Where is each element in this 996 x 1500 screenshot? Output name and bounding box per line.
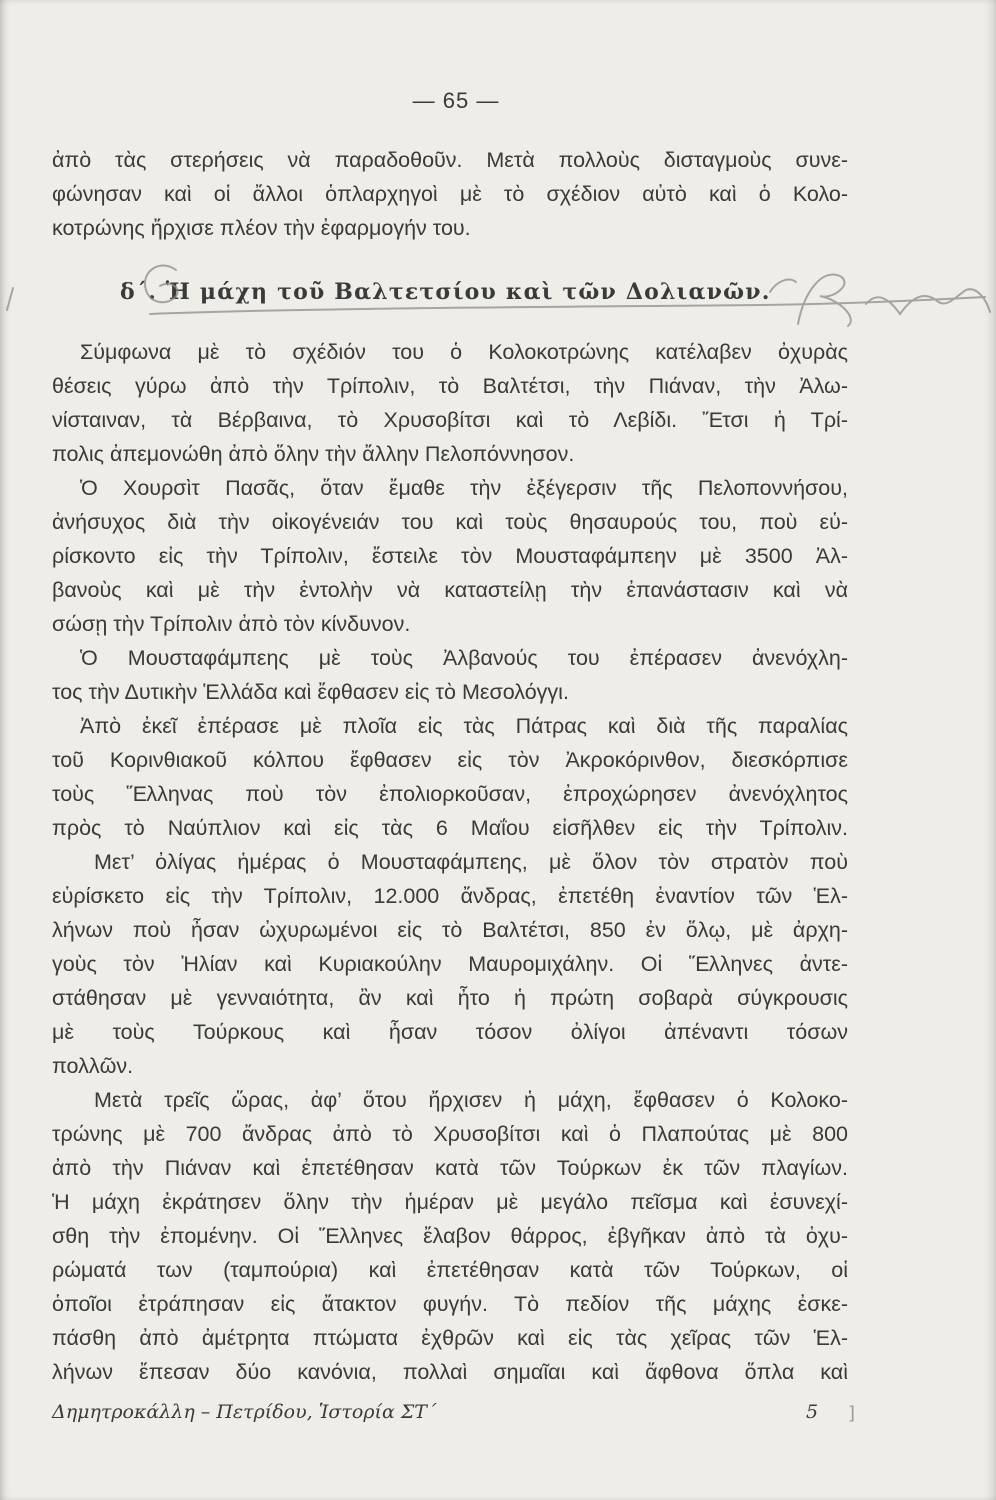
text-line: φώνησαν καὶ οἱ ἄλλοι ὁπλαρχηγοὶ μὲ τὸ σχέδιον αὐτὸ καὶ ὁ Κολο-	[52, 182, 848, 206]
text-line: Μετ’ ὀλίγας ἡμέρας ὁ Μουσταφάμπεης, μὲ ὅλον τὸν στρατὸν ποὺ	[94, 850, 848, 874]
print-mark: ]	[848, 1403, 856, 1424]
text-line: πολλῶν.	[52, 1054, 134, 1078]
text-line: ἀπὸ τὴν Πιάναν καὶ ἐπετέθησαν κατὰ τῶν Τούρκων ἐκ τῶν πλαγίων.	[52, 1156, 848, 1180]
section-body	[52, 335, 848, 1389]
text-line: κοτρώνης ἤρχισε πλέον τὴν ἐφαρμογήν του.	[52, 216, 471, 240]
text-line: Ἀπὸ ἐκεῖ ἐπέρασε μὲ πλοῖα εἰς τὰς Πάτρας καὶ διὰ τῆς παραλίας	[80, 714, 848, 738]
text-line: στάθησαν μὲ γενναιότητα, ἂν καὶ ἦτο ἡ πρώτη σοβαρὰ σύγκρουσις	[52, 986, 848, 1010]
text-line: λήνων ἔπεσαν δύο κανόνια, πολλαὶ σημαῖαι καὶ ἄφθονα ὅπλα καὶ	[52, 1360, 848, 1384]
text-line: γοὺς τὸν Ἠλίαν καὶ Κυριακούλην Μαυρομιχάλην. Οἱ Ἕλληνες ἀντε-	[52, 952, 848, 976]
footer-citation: Δημητροκάλλη – Πετρίδου, Ἱστορία ΣΤ΄	[52, 1401, 437, 1423]
text-line: θέσεις γύρω ἀπὸ τὴν Τρίπολιν, τὸ Βαλτέτσι, τὴν Πιάναν, τὴν Ἀλω-	[52, 374, 848, 398]
text-line: τος τὴν Δυτικὴν Ἑλλάδα καὶ ἔφθασεν εἰς τὸ Μεσολόγγι.	[52, 680, 569, 704]
text-line: Ὁ Χουρσὶτ Πασᾶς, ὅταν ἔμαθε τὴν ἐξέγερσιν τῆς Πελοποννήσου,	[80, 476, 848, 500]
text-line: λήνων ποὺ ἦσαν ὠχυρωμένοι εἰς τὸ Βαλτέτσι, 850 ἐν ὅλῳ, μὲ ἀρχη-	[52, 918, 848, 942]
page-number: — 65 —	[412, 88, 500, 113]
text-line: ρίσκοντο εἰς τὴν Τρίπολιν, ἔστειλε τὸν Μουσταφάμπεην μὲ 3500 Ἀλ-	[52, 544, 848, 568]
text-line: τοῦ Κορινθιακοῦ κόλπου ἔφθασεν εἰς τὸν Ἀκροκόρινθον, διεσκόρπισε	[52, 748, 848, 772]
text-line: ρώματά των (ταμπούρια) καὶ ἐπετέθησαν κατὰ τῶν Τούρκων, οἱ	[52, 1258, 848, 1282]
text-line: σθη τὴν ἐπομένην. Οἱ Ἕλληνες ἔλαβον θάρρος, ἐβγῆκαν ἀπὸ τὰ ὀχυ-	[52, 1224, 848, 1248]
text-line: μὲ τοὺς Τούρκους καὶ ἦσαν τόσον ὀλίγοι ἀπέναντι τόσων	[52, 1020, 848, 1044]
text-line: εὑρίσκετο εἰς τὴν Τρίπολιν, 12.000 ἄνδρας, ἐπετέθη ἐναντίον τῶν Ἑλ-	[52, 884, 848, 908]
sheet-number: 5	[806, 1401, 819, 1423]
text-line: βανοὺς καὶ μὲ τὴν ἐντολὴν νὰ καταστείλῃ τὴν ἐπανάστασιν καὶ νὰ	[52, 578, 848, 602]
text-line: πρὸς τὸ Ναύπλιον καὶ εἰς τὰς 6 Μαΐου εἰσῆλθεν εἰς τὴν Τρίπολιν.	[52, 816, 848, 840]
text-line: Σύμφωνα μὲ τὸ σχέδιόν του ὁ Κολοκοτρώνης κατέλαβεν ὀχυρὰς	[80, 340, 848, 364]
text-line: τοὺς Ἕλληνας ποὺ τὸν ἐπολιορκοῦσαν, ἐπροχώρησεν ἀνενόχλητος	[52, 782, 848, 806]
text-line: τρώνης μὲ 700 ἄνδρας ἀπὸ τὸ Χρυσοβίτσι καὶ ὁ Πλαπούτας μὲ 800	[52, 1122, 848, 1146]
text-line: πολις ἀπεμονώθη ἀπὸ ὅλην τὴν ἄλλην Πελοπόννησον.	[52, 442, 575, 466]
intro-paragraph	[52, 143, 848, 245]
text-line: Ἡ μάχη ἐκράτησεν ὅλην τὴν ἡμέραν μὲ μεγάλο πεῖσμα καὶ ἐσυνεχί-	[52, 1190, 848, 1214]
text-line: Μετὰ τρεῖς ὥρας, ἀφ’ ὅτου ἤρχισεν ἡ μάχη, ἔφθασεν ὁ Κολοκο-	[94, 1088, 848, 1112]
text-line: ἀνήσυχος διὰ τὴν οἰκογένειάν του καὶ τοὺς θησαυρούς του, ποὺ εὑ-	[52, 510, 848, 534]
text-line: ἀπὸ τὰς στερήσεις νὰ παραδοθοῦν. Μετὰ πολλοὺς δισταγμοὺς συνε-	[52, 148, 848, 172]
text-line: σώσῃ τὴν Τρίπολιν ἀπὸ τὸν κίνδυνον.	[52, 612, 411, 636]
text-line: νίσταιναν, τὰ Βέρβαινα, τὸ Χρυσοβίτσι καὶ τὸ Λεβίδι. Ἔτσι ἡ Τρί-	[52, 408, 848, 432]
text-line: ὁποῖοι ἐτράπησαν εἰς ἄτακτον φυγήν. Τὸ πεδίον τῆς μάχης ἐσκε-	[52, 1292, 848, 1316]
text-line: Ὁ Μουσταφάμπεης μὲ τοὺς Ἀλβανούς του ἐπέρασεν ἀνενόχλη-	[80, 646, 848, 670]
text-line: πάσθη ἀπὸ ἀμέτρητα πτώματα ἐχθρῶν καὶ εἰς τὰς χεῖρας τῶν Ἑλ-	[52, 1326, 848, 1350]
section-heading: δ΄. Ἡ μάχη τοῦ Βαλτετσίου καὶ τῶν Δολιανῶν.	[120, 279, 771, 305]
